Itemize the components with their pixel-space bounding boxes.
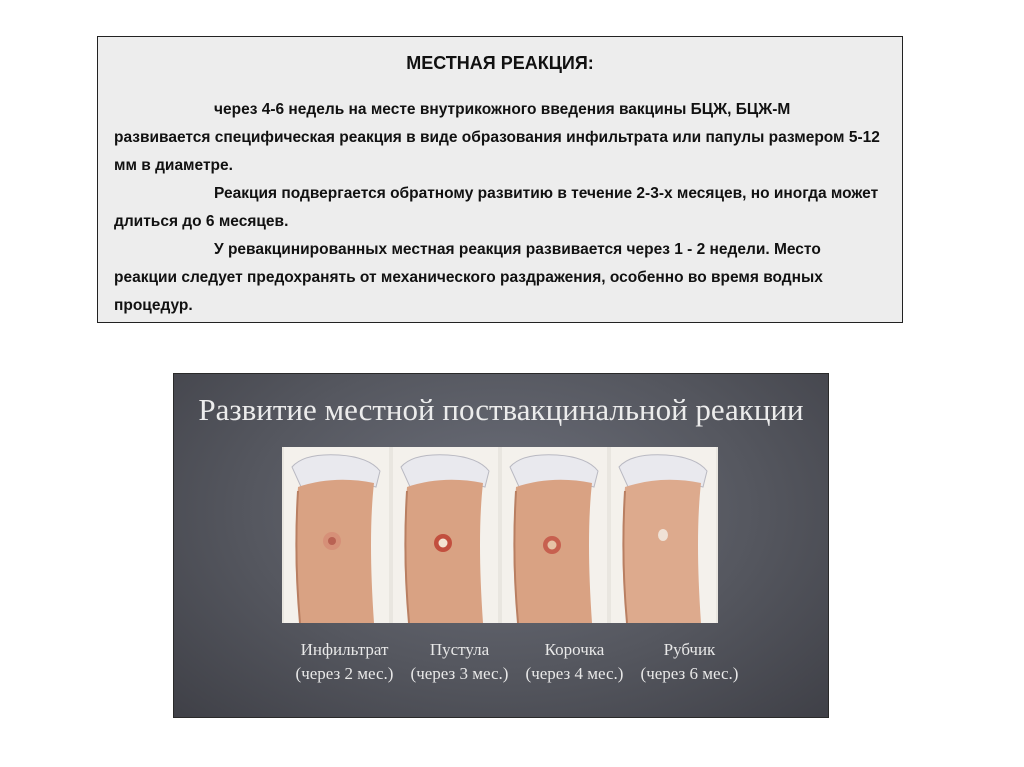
stage-labels: [287, 638, 747, 686]
stage-name: Пустула: [429, 640, 490, 659]
paragraph-1: через 4-6 недель на месте внутрикожного введения вакцины БЦЖ, БЦЖ-М развивается специфическая реакция в виде образования инфильтрата или папулы размером 5-12 мм в диаметре.: [114, 101, 880, 174]
stage-time: (через 3 мес.): [410, 664, 509, 683]
stage-name: Корочка: [544, 640, 605, 659]
box-title: МЕСТНАЯ РЕАКЦИЯ:: [406, 53, 594, 73]
stage-name: Рубчик: [663, 640, 716, 659]
stage-time: (через 4 мес.): [525, 664, 624, 683]
arm-photo-infiltrate: [282, 447, 391, 623]
stage-time: (через 6 мес.): [640, 664, 739, 683]
paragraph-3: У ревакцинированных местная реакция развивается через 1 - 2 недели. Место реакции следует предохранять от механического раздражения, особенно во время водных процедур.: [114, 241, 823, 314]
stage-label-scar: [632, 638, 747, 686]
arm-photo-crust: [500, 447, 609, 623]
stage-label-pustule: [402, 638, 517, 686]
arm-photo-scar: [609, 447, 718, 623]
stage-label-infiltrate: [287, 638, 402, 686]
photo-strip: [282, 447, 720, 623]
figure-title: Развитие местной поствакцинальной реакции: [198, 392, 804, 427]
paragraph-2: Реакция подвергается обратному развитию в течение 2-3-х месяцев, но иногда может длиться до 6 месяцев.: [114, 185, 879, 230]
stage-name: Инфильтрат: [300, 640, 389, 659]
stage-time: (через 2 мес.): [295, 664, 394, 683]
stage-label-crust: [517, 638, 632, 686]
text-box: [97, 36, 903, 323]
arm-photo-pustule: [391, 447, 500, 623]
